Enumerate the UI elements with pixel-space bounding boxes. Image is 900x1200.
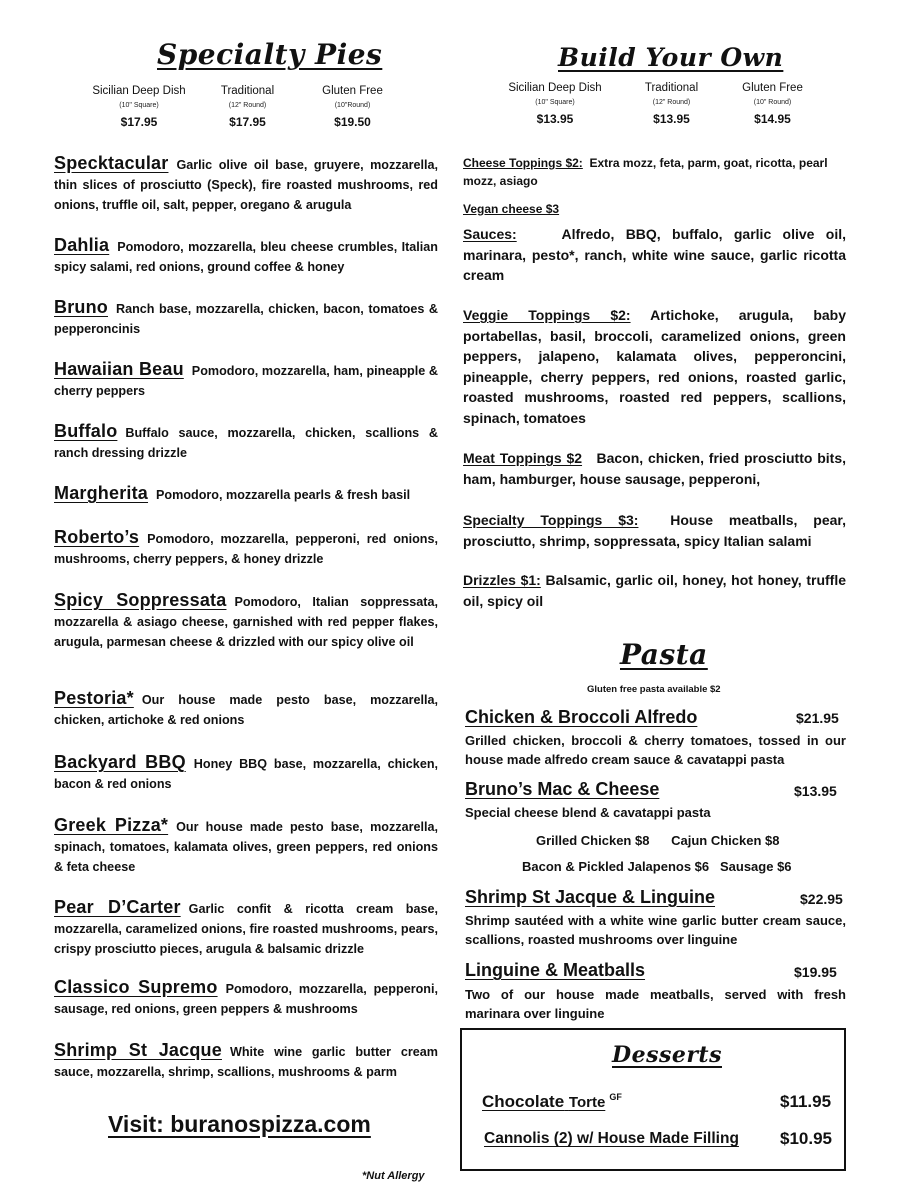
addon-row-2 [522, 857, 792, 876]
pie-name: Buffalo [54, 421, 118, 441]
pie-desc: Garlic confit & ricotta cream base, mozzarella, caramelized onions, fire roasted mushrooms, pears, crispy prosciutto pieces, arugula & balsamic drizzle [54, 902, 438, 956]
nut-allergy-note: *Nut Allergy [362, 1170, 425, 1182]
specialty-pies-title: Specialty Pies [157, 38, 383, 71]
pie-desc: Pomodoro, mozzarella, pepperoni, red onions, mushrooms, cherry peppers, & honey drizzle [54, 532, 438, 566]
pie-buffalo [54, 421, 438, 463]
desserts-title: Desserts [612, 1042, 722, 1068]
style-size: (10" Round) [753, 99, 792, 106]
pie-hawaiian-beau [54, 359, 438, 401]
pie-desc: Pomodoro, mozzarella pearls & fresh basil [156, 488, 411, 502]
byo-style-traditional [624, 82, 719, 126]
pie-dahlia [54, 235, 438, 277]
style-price: $14.95 [754, 112, 791, 126]
pasta-title: Pasta [620, 638, 708, 671]
pie-shrimp-st-jacque [54, 1040, 438, 1082]
sauces-label: Sauces: [463, 226, 517, 242]
pie-name: Classico Supremo [54, 977, 218, 997]
pie-name: Margherita [54, 483, 149, 503]
pasta-name: Bruno’s Mac & Cheese [465, 779, 660, 799]
desserts-box [460, 1028, 846, 1171]
specialty-style-sicilian [84, 85, 194, 129]
style-price: $17.95 [229, 115, 266, 129]
dessert-chocolate-torte [482, 1092, 834, 1112]
pie-backyard-bbq [54, 752, 438, 794]
sauces-text: Alfredo, BBQ, buffalo, garlic olive oil, marinara, pesto*, ranch, white wine sauce, garlic ricotta cream [463, 226, 847, 283]
dessert-price: $10.95 [780, 1129, 832, 1148]
specialty-toppings-text: House meatballs, pear, prosciutto, shrimp, soppressata, spicy Italian salami [463, 512, 846, 549]
specialty-toppings-label: Specialty Toppings $3: [463, 512, 639, 528]
dessert-name: Cannolis (2) w/ House Made Filling [484, 1130, 739, 1147]
cheese-label: Cheese Toppings $2: [463, 156, 583, 170]
gluten-free-badge: GF [609, 1092, 622, 1103]
pasta-name: Shrimp St Jacque & Linguine [465, 887, 716, 907]
pie-name: Bruno [54, 297, 108, 317]
specialty-style-traditional [200, 85, 295, 129]
pasta-price: $13.95 [794, 783, 837, 799]
pasta-desc: Two of our house made meatballs, served with fresh marinara over linguine [465, 987, 846, 1021]
veggie-label: Veggie Toppings $2: [463, 307, 631, 323]
style-size: (12" Round) [652, 99, 691, 106]
specialty-toppings [463, 510, 846, 551]
pie-classico-supremo [54, 977, 438, 1019]
addon-grilled-chicken: Grilled Chicken $8 [536, 833, 650, 848]
pie-desc: Our house made pesto base, mozzarella, chicken, artichoke & red onions [54, 693, 438, 727]
addon-row-1 [536, 831, 779, 850]
pasta-price: $22.95 [800, 891, 843, 907]
pie-desc: Garlic olive oil base, gruyere, mozzarella, thin slices of prosciutto (Speck), fire roasted mushrooms, red onions, truffle oil, salt, pepper, oregano & arugula [54, 158, 438, 212]
pasta-desc: Shrimp sautéed with a white wine garlic butter cream sauce, scallions, roasted mushrooms over linguine [465, 913, 846, 947]
pie-name: Backyard BBQ [54, 752, 186, 772]
pie-desc: Our house made pesto base, mozzarella, spinach, tomatoes, kalamata olives, green peppers, red onions & feta cheese [54, 820, 438, 874]
gluten-free-pasta-note: Gluten free pasta available $2 [587, 684, 721, 695]
website-link[interactable]: Visit: buranospizza.com [108, 1111, 371, 1137]
meat-text: Bacon, chicken, fried prosciutto bits, ham, hamburger, house sausage, pepperoni, [463, 450, 846, 487]
pie-spicy-soppressata [54, 590, 438, 652]
pie-desc: Honey BBQ base, mozzarella, chicken, bacon & red onions [54, 757, 439, 791]
pie-specktacular [54, 153, 438, 215]
pasta-item-brunos-mac-cheese [465, 779, 847, 800]
drizzles-label: Drizzles $1: [463, 572, 541, 588]
style-price: $13.95 [536, 112, 574, 126]
pie-name: Spicy Soppressata [54, 590, 227, 610]
pasta-price: $19.95 [794, 964, 837, 980]
pie-name: Pear D’Carter [54, 897, 181, 917]
pasta-desc: Special cheese blend & cavatappi pasta [465, 805, 711, 820]
byo-style-sicilian [500, 82, 610, 126]
drizzles-text: Balsamic, garlic oil, honey, hot honey, truffle oil, spicy oil [463, 572, 846, 609]
style-price: $17.95 [120, 115, 158, 129]
style-price: $13.95 [653, 112, 690, 126]
style-name: Traditional [220, 85, 275, 97]
build-your-own-title: Build Your Own [558, 43, 784, 72]
pasta-name: Chicken & Broccoli Alfredo [465, 707, 698, 727]
style-name: Gluten Free [322, 85, 383, 97]
pie-name: Roberto’s [54, 527, 140, 547]
pasta-item-chicken-broccoli-alfredo [465, 707, 847, 728]
pie-desc: Pomodoro, mozzarella, ham, pineapple & cherry peppers [54, 364, 438, 398]
vegan-cheese: Vegan cheese $3 [463, 202, 560, 216]
dessert-name: Chocolate Torte [482, 1092, 606, 1111]
pie-desc: Pomodoro, mozzarella, pepperoni, sausage, red onions, green peppers & mushrooms [54, 982, 438, 1016]
style-name: Gluten Free [742, 82, 803, 94]
dessert-price: $11.95 [780, 1092, 832, 1111]
pie-name: Pestoria* [54, 688, 134, 708]
pasta-price: $21.95 [796, 710, 839, 726]
pie-name: Shrimp St Jacque [54, 1040, 222, 1060]
pie-pear-dcarter [54, 897, 438, 959]
pie-margherita [54, 483, 438, 505]
style-name: Traditional [644, 82, 699, 94]
pasta-item-shrimp-st-jacque-linguine [465, 887, 847, 908]
byo-style-gluten-free [725, 82, 820, 126]
pie-name: Hawaiian Beau [54, 359, 184, 379]
specialty-style-gluten-free [305, 85, 400, 129]
cheese-toppings [463, 154, 846, 190]
pie-desc: White wine garlic butter cream sauce, mozzarella, shrimp, scallions, mushrooms & parm [54, 1045, 439, 1079]
style-size: (10" Square) [535, 99, 575, 106]
pie-name: Dahlia [54, 235, 110, 255]
meat-toppings [463, 448, 846, 489]
style-size: (10" Square) [119, 102, 159, 109]
pasta-name: Linguine & Meatballs [465, 960, 646, 980]
pasta-item-linguine-meatballs [465, 960, 847, 981]
pie-desc: Buffalo sauce, mozzarella, chicken, scallions & ranch dressing drizzle [54, 426, 438, 460]
veggie-toppings [463, 305, 846, 428]
pie-bruno [54, 297, 438, 339]
style-name: Sicilian Deep Dish [92, 85, 186, 97]
meat-label: Meat Toppings $2 [463, 450, 583, 466]
pasta-desc: Grilled chicken, broccoli & cherry tomatoes, tossed in our house made alfredo cream sauce & cavatappi pasta [465, 733, 846, 767]
style-name: Sicilian Deep Dish [508, 82, 602, 94]
style-size: (10"Round) [334, 102, 371, 109]
pie-desc: Pomodoro, Italian soppressata, mozzarella & asiago cheese, garnished with red pepper flakes, arugula, parmesan cheese & drizzled with our spicy olive oil [54, 595, 438, 649]
dessert-cannolis [484, 1130, 836, 1148]
pie-desc: Ranch base, mozzarella, chicken, bacon, tomatoes & pepperoncinis [54, 302, 438, 336]
pie-desc: Pomodoro, mozzarella, bleu cheese crumbles, Italian spicy salami, red onions, ground coffee & honey [54, 240, 438, 274]
pie-pestoria [54, 688, 438, 730]
pie-name: Specktacular [54, 153, 169, 173]
sauces [463, 224, 846, 286]
pie-greek-pizza [54, 815, 438, 877]
pie-robertos [54, 527, 438, 569]
addon-sausage: Sausage $6 [719, 859, 792, 874]
addon-bacon-jalapenos: Bacon & Pickled Jalapenos $6 [522, 859, 710, 874]
style-price: $19.50 [334, 115, 371, 129]
pie-name: Greek Pizza* [54, 815, 169, 835]
addon-cajun-chicken: Cajun Chicken $8 [671, 833, 780, 848]
cheese-text: Extra mozz, feta, parm, goat, ricotta, pearl mozz, asiago [463, 156, 828, 188]
veggie-text: Artichoke, arugula, baby portabellas, basil, broccoli, caramelized onions, green peppers, jalapeno, kalamata olives, pepperoncini, pineapple, cherry peppers, red onions, roasted garlic, roasted mushrooms, roasted red peppers, scallions, spinach, tomatoes [463, 307, 847, 426]
drizzles [463, 570, 846, 611]
style-size: (12" Round) [228, 102, 267, 109]
